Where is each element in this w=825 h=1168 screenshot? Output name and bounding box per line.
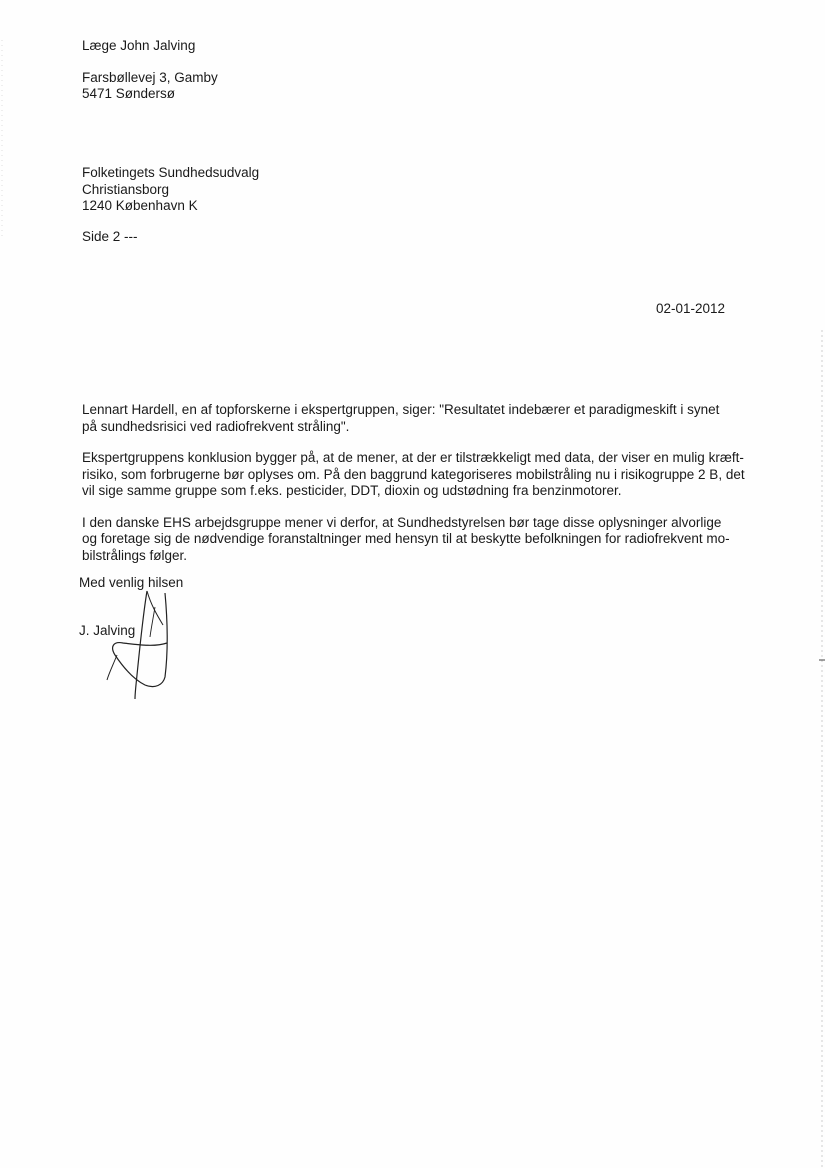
body-paragraph-1 — [82, 402, 762, 435]
page-indicator: Side 2 --- — [82, 229, 138, 244]
body-paragraph-2-line-2: risiko, som forbrugerne bør oplyses om. På den baggrund kategoriseres mobilstråling nu i risikogruppe 2 B, det — [82, 466, 745, 482]
body-paragraph-2-line-3: vil sige samme gruppe som f.eks. pesticider, DDT, dioxin og udstødning fra benzinmotorer. — [82, 483, 622, 498]
signature-name: J. Jalving — [79, 623, 136, 638]
recipient-line-1: Folketingets Sundhedsudvalg — [82, 165, 260, 180]
handwritten-signature — [95, 585, 185, 705]
scan-edge-left — [0, 40, 5, 240]
body-paragraph-2-line-1: Ekspertgruppens konklusion bygger på, at de mener, at der er tilstrækkeligt med data, der viser en mulig kræft- — [82, 450, 744, 465]
recipient-line-2: Christiansborg — [82, 181, 170, 197]
body-paragraph-3-line-3: bilstrålings følger. — [82, 547, 188, 563]
body-paragraph-2 — [82, 450, 762, 500]
sender-name: Læge John Jalving — [82, 38, 196, 53]
letter-body — [82, 402, 762, 579]
body-paragraph-3 — [82, 515, 762, 565]
body-paragraph-1-line-1: Lennart Hardell, en af topforskerne i ekspertgruppen, siger: "Resultatet indebærer et paradigmeskift i synet — [82, 402, 720, 417]
body-paragraph-1-line-2: på sundhedsrisici ved radiofrekvent stråling". — [82, 418, 350, 434]
body-paragraph-3-line-1: I den danske EHS arbejdsgruppe mener vi derfor, at Sundhedstyrelsen bør tage disse oplysninger alvorlige — [82, 514, 722, 530]
sender-address-line-2: 5471 Søndersø — [82, 86, 176, 101]
recipient-block — [82, 165, 762, 215]
sender-block — [82, 38, 762, 103]
letter-date: 02-01-2012 — [656, 301, 726, 316]
recipient-line-3: 1240 København K — [82, 198, 198, 213]
body-paragraph-3-line-2: og foretage sig de nødvendige foranstaltninger med hensyn til at beskytte befolkningen for radiofrekvent mo- — [82, 531, 730, 546]
sender-address-line-1: Farsbøllevej 3, Gamby — [82, 69, 218, 85]
scan-edge-right — [816, 330, 825, 1168]
closing-phrase: Med venlig hilsen — [79, 575, 184, 590]
